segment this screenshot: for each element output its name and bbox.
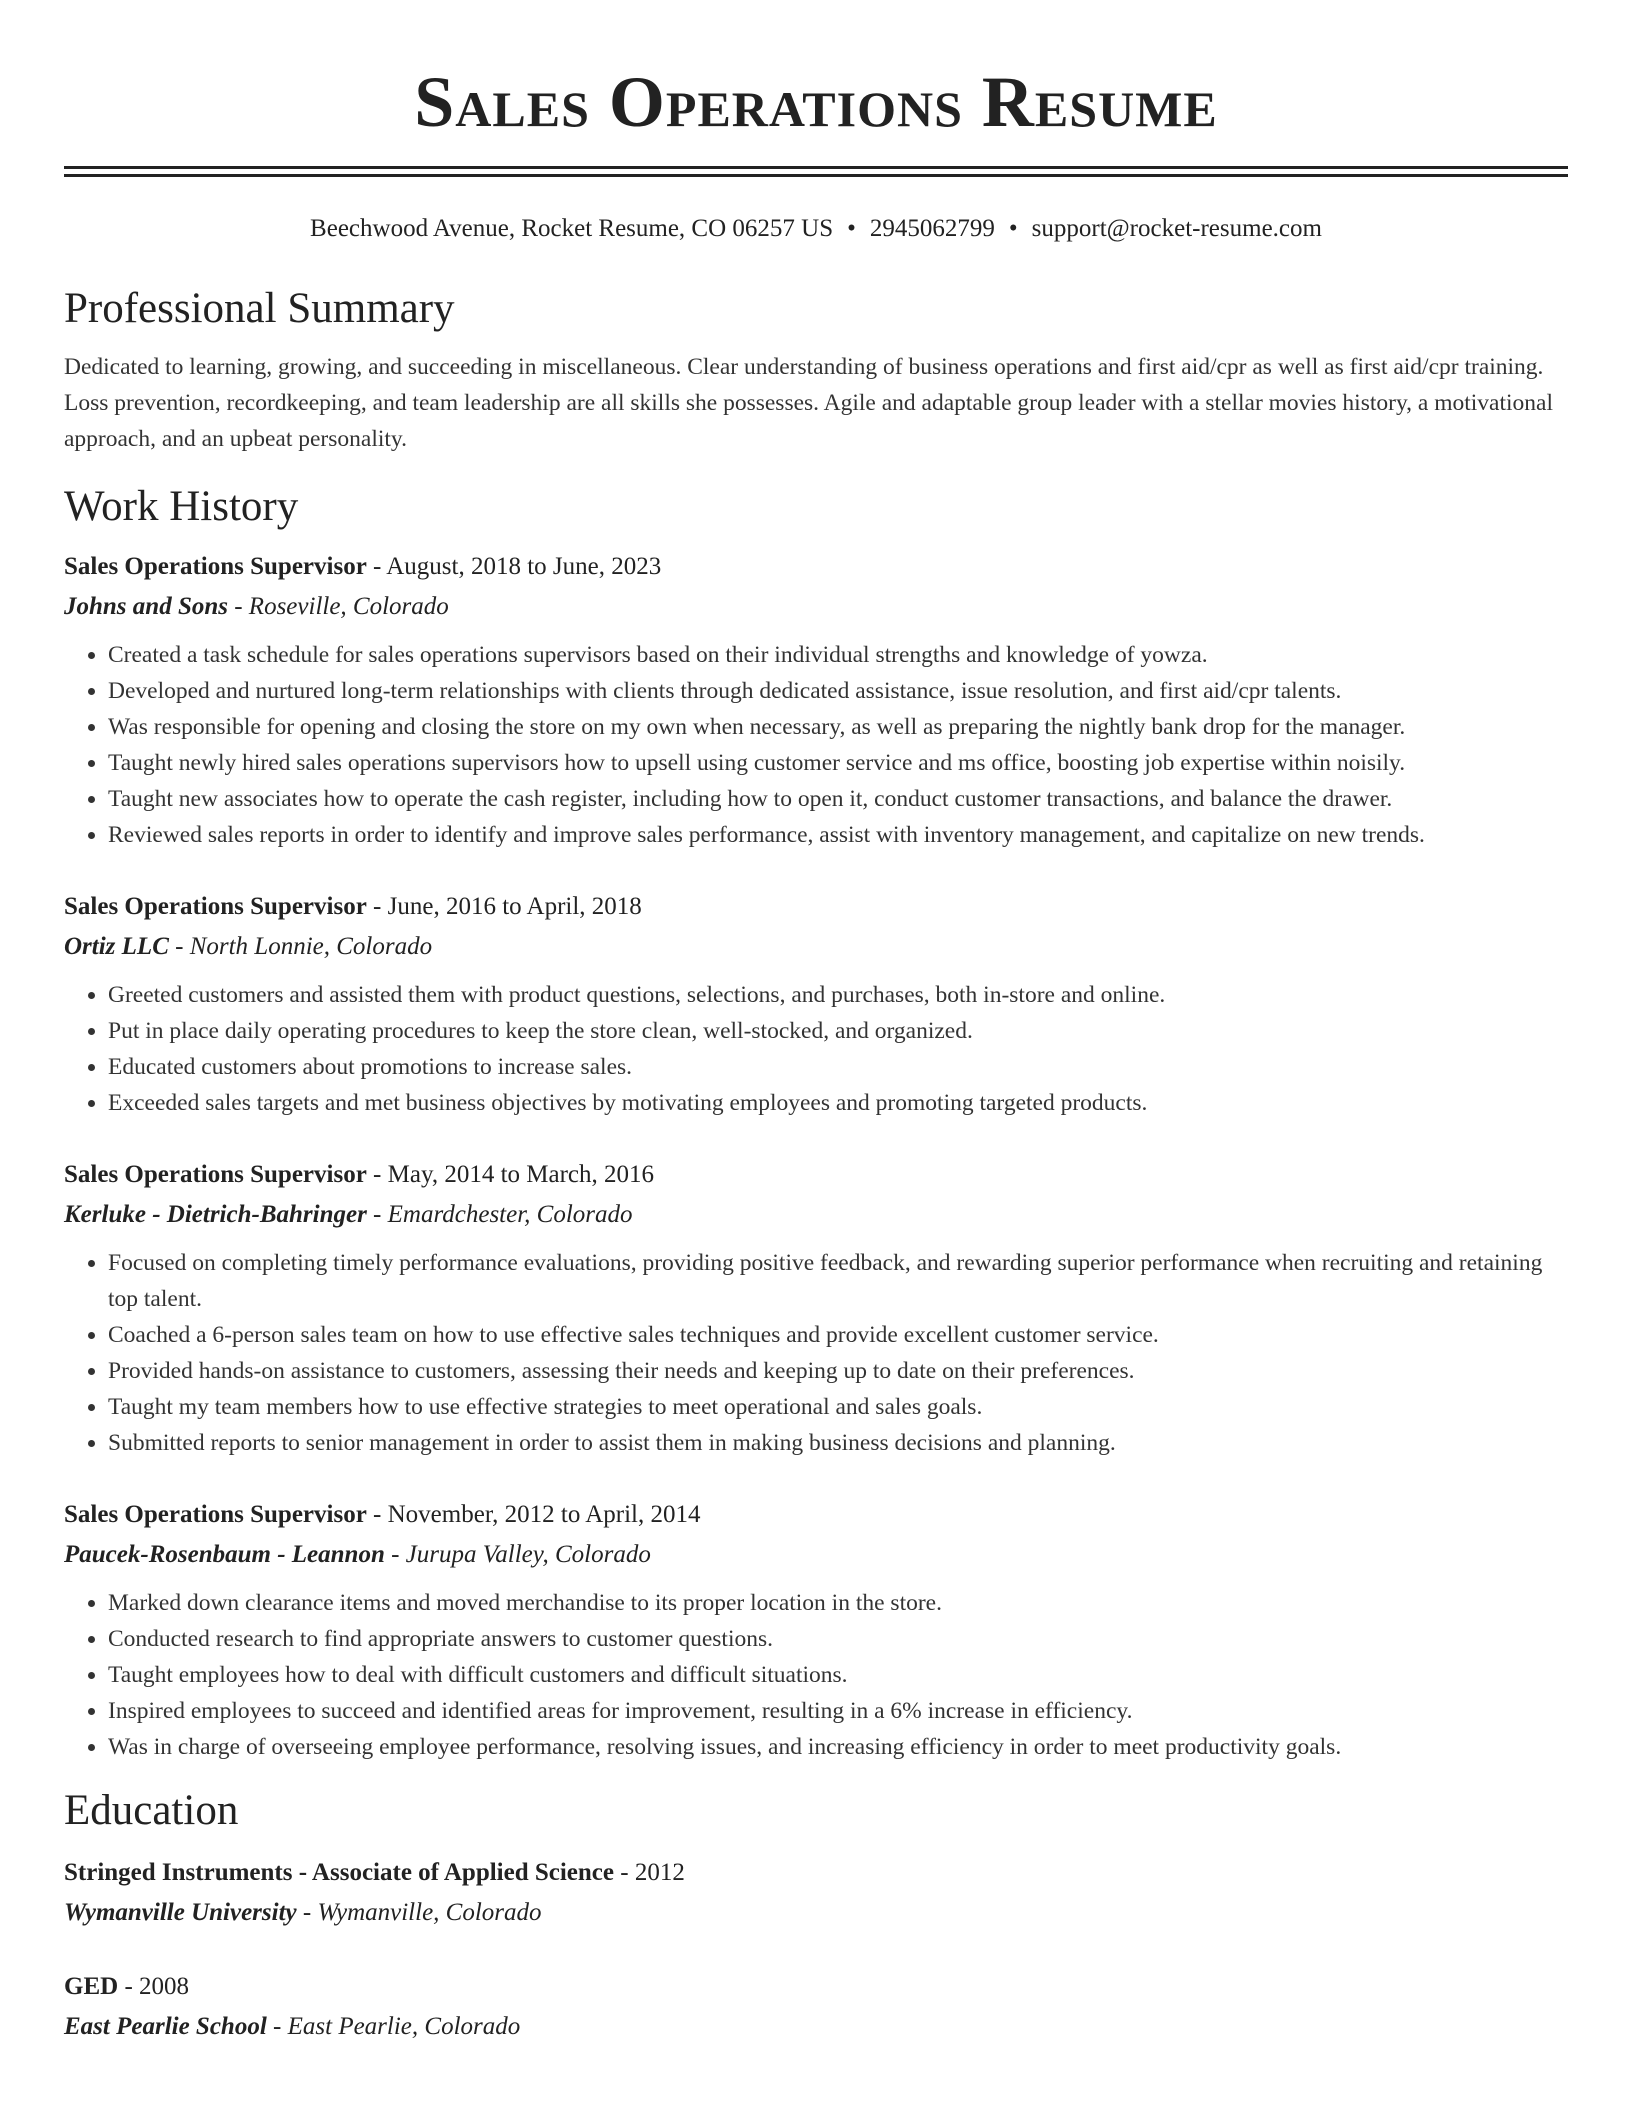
contact-separator: •: [847, 215, 856, 242]
job-title-line: [64, 1495, 1568, 1535]
job-company: Johns and Sons: [64, 593, 228, 620]
job-bullet: • Submitted reports to senior management in order to assist them in making business decisions and planning.: [108, 1425, 1568, 1461]
education-year: - 2008: [118, 1973, 190, 2000]
education-school-line: [64, 1893, 1568, 1933]
job-bullet: • Provided hands-on assistance to customers, assessing their needs and keeping up to date on their preferences.: [108, 1353, 1568, 1389]
job-location: - Roseville, Colorado: [227, 593, 449, 620]
job-bullet: • Taught new associates how to operate the cash register, including how to open it, conduct customer transactions, and balance the drawer.: [108, 781, 1568, 817]
education-school: East Pearlie School: [64, 2013, 267, 2040]
job-entry: [64, 1155, 1568, 1461]
job-company-line: [64, 927, 1568, 967]
job-location: - Jurupa Valley, Colorado: [384, 1541, 651, 1568]
job-location: - Emardchester, Colorado: [366, 1201, 633, 1228]
job-title: Sales Operations Supervisor: [64, 1161, 367, 1188]
job-dates: - May, 2014 to March, 2016: [366, 1161, 655, 1188]
job-bullet: • Created a task schedule for sales operations supervisors based on their individual strengths and knowledge of yowza.: [108, 637, 1568, 673]
job-bullets: [64, 1245, 1568, 1461]
contact-separator: •: [1008, 215, 1018, 242]
education-school: Wymanville University: [64, 1899, 297, 1926]
job-bullet: • Coached a 6-person sales team on how to use effective sales techniques and provide excellent customer service.: [108, 1317, 1568, 1353]
work-history-heading: Work History: [64, 483, 299, 530]
job-entry: [64, 887, 1568, 1121]
contact-email: support@rocket-resume.com: [1031, 215, 1322, 242]
job-location: - North Lonnie, Colorado: [168, 933, 433, 960]
job-bullet: • Taught employees how to deal with difficult customers and difficult situations.: [108, 1657, 1568, 1693]
job-company-line: [64, 1535, 1568, 1575]
contact-address: Beechwood Avenue, Rocket Resume, CO 06257 US: [310, 215, 834, 242]
job-bullet: • Taught my team members how to use effective strategies to meet operational and sales goals.: [108, 1389, 1568, 1425]
job-company: Kerluke - Dietrich-Bahringer: [64, 1201, 367, 1228]
resume-title: Sales Operations Resume: [414, 62, 1218, 142]
education-entry: [64, 1967, 1568, 2047]
job-title-line: [64, 1155, 1568, 1195]
job-bullet: • Was responsible for opening and closing the store on my own when necessary, as well as preparing the nightly bank drop for the manager.: [108, 709, 1568, 745]
job-bullets: [64, 1585, 1568, 1765]
job-title-line: [64, 887, 1568, 927]
education-entry: [64, 1853, 1568, 1933]
summary-heading: Professional Summary: [64, 285, 455, 332]
job-company: Paucek-Rosenbaum - Leannon: [64, 1541, 385, 1568]
job-dates: - June, 2016 to April, 2018: [366, 893, 642, 920]
job-bullet: • Was in charge of overseeing employee performance, resolving issues, and increasing efficiency in order to meet productivity goals.: [108, 1729, 1568, 1765]
education-school-line: [64, 2007, 1568, 2047]
job-bullets: [64, 977, 1568, 1121]
job-entry: [64, 1495, 1568, 1765]
job-dates: - August, 2018 to June, 2023: [366, 553, 662, 580]
contact-line: [64, 213, 1568, 245]
job-title-line: [64, 547, 1568, 587]
job-bullet: • Developed and nurtured long-term relationships with clients through dedicated assistance, issue resolution, and first aid/cpr talents.: [108, 673, 1568, 709]
education-heading: Education: [64, 1787, 239, 1834]
contact-phone: 2945062799: [869, 215, 995, 242]
job-bullet: • Inspired employees to succeed and identified areas for improvement, resulting in a 6% increase in efficiency.: [108, 1693, 1568, 1729]
job-bullet: • Conducted research to find appropriate answers to customer questions.: [108, 1621, 1568, 1657]
job-bullet: • Reviewed sales reports in order to identify and improve sales performance, assist with inventory management, and capitalize on new trends.: [108, 817, 1568, 853]
education-location: - East Pearlie, Colorado: [266, 2013, 521, 2040]
education-year: - 2012: [614, 1859, 685, 1886]
job-title: Sales Operations Supervisor: [64, 893, 367, 920]
education-degree: Stringed Instruments - Associate of Applied Science: [64, 1859, 614, 1886]
title-double-rule: [64, 166, 1568, 177]
job-bullet: • Taught newly hired sales operations supervisors how to upsell using customer service and ms office, boosting job expertise within noisily.: [108, 745, 1568, 781]
job-bullet: • Focused on completing timely performance evaluations, providing positive feedback, and rewarding superior performance when recruiting and retaining top talent.: [108, 1245, 1568, 1317]
summary-text: Dedicated to learning, growing, and succeeding in miscellaneous. Clear understanding of business operations and first aid/cpr as well as first aid/cpr training. Loss prevention, recordkeeping, and team leadership are all skills she possesses. Agile and adaptable group leader with a stellar movies history, a motivational approach, and an upbeat personality.: [64, 354, 1554, 452]
job-dates: - November, 2012 to April, 2014: [366, 1501, 701, 1528]
job-company: Ortiz LLC: [64, 933, 169, 960]
job-title: Sales Operations Supervisor: [64, 553, 367, 580]
job-bullet: • Exceeded sales targets and met business objectives by motivating employees and promoting targeted products.: [108, 1085, 1568, 1121]
job-bullets: [64, 637, 1568, 853]
job-company-line: [64, 1195, 1568, 1235]
education-location: - Wymanville, Colorado: [296, 1899, 542, 1926]
job-company-line: [64, 587, 1568, 627]
education-degree-line: [64, 1967, 1568, 2007]
job-title: Sales Operations Supervisor: [64, 1501, 367, 1528]
education-degree: GED: [64, 1973, 119, 2000]
job-bullet: • Educated customers about promotions to increase sales.: [108, 1049, 1568, 1085]
job-bullet: • Marked down clearance items and moved merchandise to its proper location in the store.: [108, 1585, 1568, 1621]
job-entry: [64, 547, 1568, 853]
job-bullet: • Put in place daily operating procedures to keep the store clean, well-stocked, and organized.: [108, 1013, 1568, 1049]
job-bullet: • Greeted customers and assisted them with product questions, selections, and purchases, both in-store and online.: [108, 977, 1568, 1013]
education-degree-line: [64, 1853, 1568, 1893]
